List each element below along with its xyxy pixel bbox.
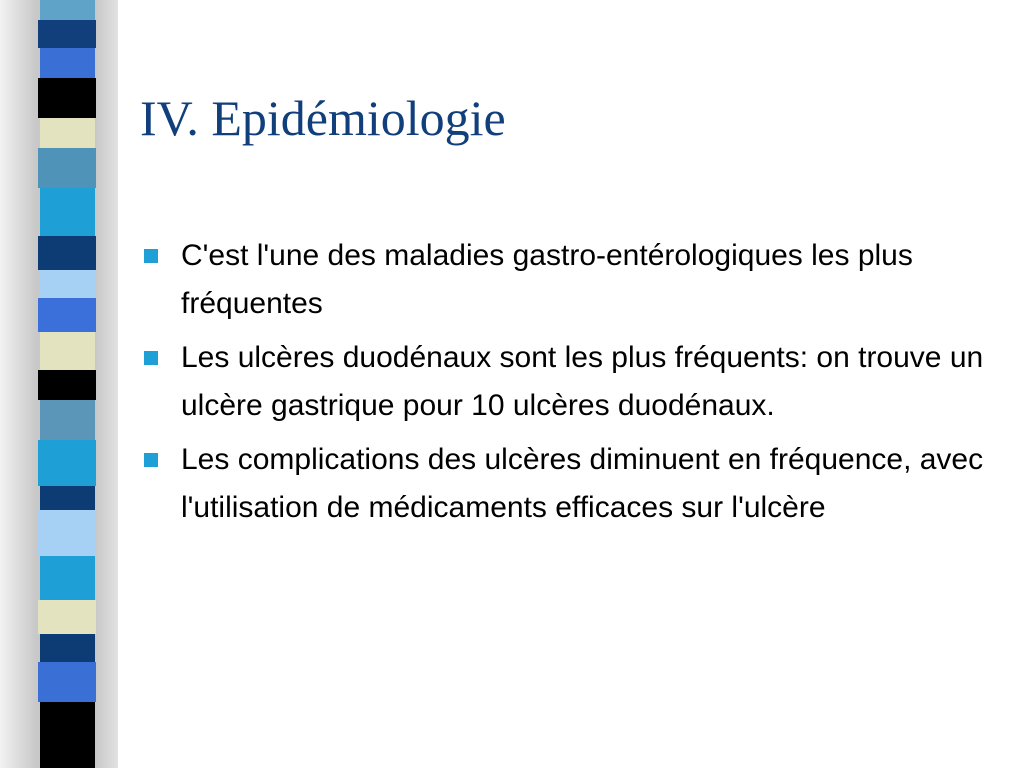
stripe-block [40, 118, 95, 148]
bullet-text: C'est l'une des maladies gastro-entérologiques les plus fréquentes [181, 239, 913, 320]
bullet-item [144, 334, 1004, 430]
stripe-block [38, 510, 96, 556]
stripe-block [40, 188, 95, 236]
stripe-block [40, 0, 95, 20]
stripe-block [38, 236, 96, 270]
decorative-stripe [0, 0, 118, 768]
stripe-block [38, 600, 96, 634]
stripe-block [40, 634, 95, 662]
stripe-block [40, 556, 95, 600]
stripe-block [38, 20, 96, 48]
stripe-block [38, 370, 96, 400]
stripe-block [40, 332, 95, 370]
stripe-block [40, 400, 95, 440]
stripe-block [38, 148, 96, 188]
bullet-item [144, 436, 1004, 532]
bullet-item [144, 232, 1004, 328]
stripe-block [38, 298, 96, 332]
stripe-block [40, 702, 95, 768]
square-bullet-icon [144, 453, 158, 467]
stripe-block [40, 486, 95, 510]
stripe-block [38, 662, 96, 702]
square-bullet-icon [144, 249, 158, 263]
stripe-block [38, 440, 96, 486]
stripe-block [40, 48, 95, 78]
stripe-block [40, 270, 95, 298]
slide-title: IV. Epidémiologie [140, 90, 506, 146]
bullet-list [144, 232, 1004, 538]
square-bullet-icon [144, 351, 158, 365]
stripe-block [38, 78, 96, 118]
bullet-text: Les ulcères duodénaux sont les plus fréquents: on trouve un ulcère gastrique pour 10 ulcères duodénaux. [181, 341, 984, 422]
bullet-text: Les complications des ulcères diminuent en fréquence, avec l'utilisation de médicaments efficaces sur l'ulcère [181, 443, 984, 524]
